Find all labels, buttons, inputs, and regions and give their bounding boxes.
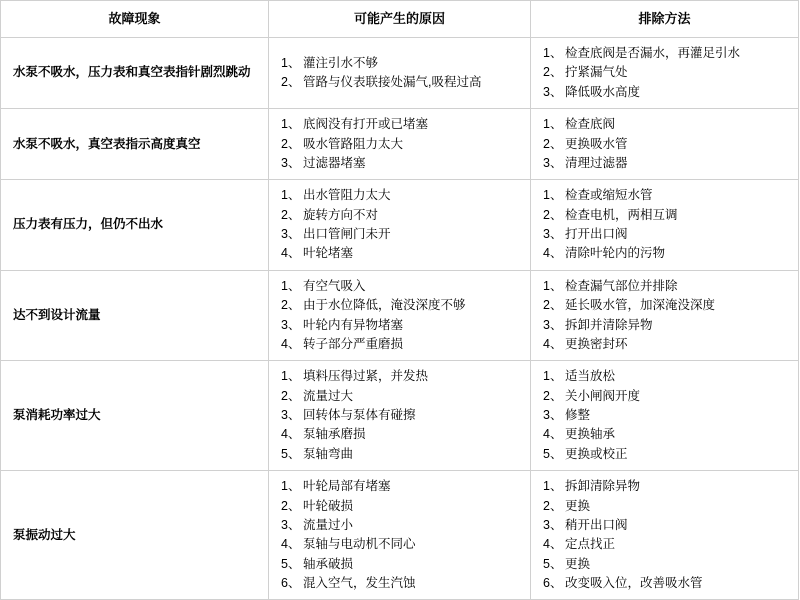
list-index: 2、 [543,207,563,222]
remedy-list [543,277,788,355]
table-row [1,38,799,109]
remedy-list [543,186,788,264]
list-text: 过滤器堵塞 [303,155,366,170]
list-text: 检查或缩短水管 [565,188,653,203]
header-cell-causes: 可能产生的原因 [269,1,531,38]
list-text: 检查电机，两相互调 [565,207,678,222]
cell-causes [269,471,531,600]
list-index: 1、 [543,369,563,384]
list-text: 叶轮破损 [303,498,354,513]
list-text: 定点找正 [565,537,616,552]
list-item [281,477,520,496]
cell-remedies [531,270,799,361]
list-item [281,535,520,554]
list-index: 4、 [543,427,563,442]
list-item [543,83,788,102]
list-text: 吸水管路阻力太大 [303,136,404,151]
list-index: 5、 [543,446,563,461]
list-index: 3、 [281,408,301,422]
cell-causes [269,270,531,361]
cell-remedies [531,471,799,600]
list-index: 1、 [281,117,301,132]
list-item [281,387,520,406]
list-index: 3、 [543,84,563,99]
list-item [543,135,788,154]
list-text: 填料压得过紧，并发热 [303,369,429,384]
list-item [281,54,520,73]
list-item [281,186,520,205]
list-text: 泵轴承磨损 [303,427,366,442]
list-text: 更换轴承 [565,427,616,442]
list-text: 转子部分严重磨损 [303,336,404,351]
list-index: 1、 [543,188,563,203]
list-item [281,244,520,263]
cell-phenomenon: 水泵不吸水，压力表和真空表指针剧烈跳动 [1,38,269,109]
list-text: 适当放松 [565,369,616,384]
list-text: 延长吸水管，加深淹没深度 [565,298,716,313]
list-index: 4、 [281,427,301,442]
list-item [281,445,520,464]
list-text: 叶轮内有异物堵塞 [303,317,404,332]
cell-causes [269,180,531,271]
list-index: 1、 [281,188,301,203]
list-index: 2、 [543,298,563,313]
list-index: 2、 [543,136,563,151]
list-item [543,516,788,535]
list-index: 2、 [281,75,301,90]
remedy-list [543,115,788,173]
list-text: 出水管阻力太大 [303,188,391,203]
list-item [281,154,520,173]
list-text: 拆卸并清除异物 [565,317,653,332]
list-text: 更换或校正 [565,446,628,461]
list-text: 管路与仪表联接处漏气,吸程过高 [303,75,482,90]
cell-phenomenon: 达不到设计流量 [1,270,269,361]
list-item [543,186,788,205]
list-item [281,406,520,425]
list-index: 3、 [281,517,301,532]
cell-causes [269,109,531,180]
list-text: 稍开出口阀 [565,517,628,532]
list-item [281,316,520,335]
list-text: 更换 [565,556,591,571]
list-index: 4、 [543,246,563,261]
list-text: 改变吸入位，改善吸水管 [565,576,703,590]
list-item [543,497,788,516]
list-index: 1、 [281,479,301,494]
list-item [543,316,788,335]
list-item [543,425,788,444]
list-text: 拧紧漏气处 [565,65,628,80]
list-item [281,135,520,154]
header-row [1,1,799,38]
list-text: 修整 [565,408,591,422]
list-index: 4、 [281,537,301,552]
list-index: 2、 [543,65,563,80]
list-index: 1、 [543,278,563,293]
list-text: 更换吸水管 [565,136,628,151]
list-item [281,73,520,92]
list-item [543,555,788,574]
header-cell-phenomenon: 故障现象 [1,1,269,38]
list-item [543,225,788,244]
list-text: 灌注引水不够 [303,55,379,70]
cell-phenomenon: 泵振动过大 [1,471,269,600]
list-text: 检查底阀是否漏水，再灌足引水 [565,46,741,60]
list-item [543,63,788,82]
list-item [543,445,788,464]
list-item [543,44,788,63]
list-text: 有空气吸入 [303,278,366,293]
list-index: 2、 [281,207,301,222]
table-row [1,270,799,361]
list-item [543,367,788,386]
list-text: 叶轮局部有堵塞 [303,479,391,494]
list-item [543,477,788,496]
list-index: 5、 [281,556,301,571]
list-index: 4、 [281,246,301,261]
cause-list [281,54,520,93]
remedy-list [543,477,788,593]
cell-causes [269,38,531,109]
list-item [543,277,788,296]
list-index: 3、 [281,155,301,170]
cause-list [281,115,520,173]
list-index: 2、 [543,388,563,403]
list-text: 叶轮堵塞 [303,246,354,261]
list-index: 3、 [543,517,563,532]
table-header [1,1,799,38]
list-text: 降低吸水高度 [565,84,641,99]
list-index: 1、 [543,479,563,494]
list-text: 流量过小 [303,517,354,532]
list-index: 3、 [543,317,563,332]
list-index: 3、 [543,227,563,241]
list-item [281,277,520,296]
cause-list [281,186,520,264]
list-text: 流量过大 [303,388,354,403]
remedy-list [543,367,788,464]
list-item [281,516,520,535]
cell-remedies [531,38,799,109]
list-index: 5、 [543,556,563,571]
list-item [543,115,788,134]
list-text: 打开出口阀 [565,227,628,241]
list-item [281,225,520,244]
list-item [281,296,520,315]
list-index: 2、 [281,298,301,313]
list-text: 出口管闸门未开 [303,227,391,241]
list-item [281,335,520,354]
list-item [543,387,788,406]
list-index: 2、 [281,136,301,151]
list-item [543,206,788,225]
list-text: 轴承破损 [303,556,354,571]
list-item [281,555,520,574]
list-text: 关小闸阀开度 [565,388,641,403]
cell-causes [269,361,531,471]
list-text: 检查底阀 [565,117,616,132]
list-item [543,154,788,173]
list-text: 由于水位降低，淹没深度不够 [303,298,466,313]
cell-remedies [531,180,799,271]
header-cell-remedies: 排除方法 [531,1,799,38]
list-item [543,335,788,354]
list-text: 旋转方向不对 [303,207,379,222]
list-index: 4、 [543,336,563,351]
list-text: 泵轴与电动机不同心 [303,537,416,552]
list-item [281,425,520,444]
list-item [281,367,520,386]
list-text: 拆卸清除异物 [565,479,641,494]
list-index: 4、 [281,336,301,351]
list-index: 6、 [543,576,563,590]
list-item [281,497,520,516]
list-text: 更换密封环 [565,336,628,351]
list-index: 4、 [543,537,563,552]
list-item [543,535,788,554]
list-index: 3、 [281,227,301,241]
list-index: 2、 [281,388,301,403]
list-index: 3、 [543,408,563,422]
list-index: 2、 [281,498,301,513]
table-row [1,180,799,271]
list-index: 1、 [281,369,301,384]
list-index: 1、 [543,117,563,132]
cell-phenomenon: 水泵不吸水，真空表指示高度真空 [1,109,269,180]
list-index: 3、 [281,317,301,332]
table-body [1,38,799,600]
remedy-list [543,44,788,102]
list-text: 泵轴弯曲 [303,446,354,461]
cause-list [281,367,520,464]
list-item [281,206,520,225]
list-text: 检查漏气部位并排除 [565,278,678,293]
list-item [281,115,520,134]
list-item [543,406,788,425]
list-index: 1、 [543,46,563,60]
list-index: 1、 [281,55,301,70]
cell-phenomenon: 压力表有压力，但仍不出水 [1,180,269,271]
cause-list [281,277,520,355]
list-text: 底阀没有打开或已堵塞 [303,117,429,132]
list-index: 6、 [281,576,301,590]
list-text: 更换 [565,498,591,513]
cell-remedies [531,361,799,471]
list-text: 清除叶轮内的污物 [565,246,666,261]
list-index: 1、 [281,278,301,293]
list-index: 2、 [543,498,563,513]
list-index: 3、 [543,155,563,170]
list-item [543,244,788,263]
cause-list [281,477,520,593]
table-row [1,361,799,471]
list-text: 清理过滤器 [565,155,628,170]
list-index: 5、 [281,446,301,461]
cell-remedies [531,109,799,180]
list-text: 回转体与泵体有碰擦 [303,408,416,422]
table-row [1,471,799,600]
list-item [543,296,788,315]
list-text: 混入空气，发生汽蚀 [303,576,416,590]
cell-phenomenon: 泵消耗功率过大 [1,361,269,471]
table-row [1,109,799,180]
